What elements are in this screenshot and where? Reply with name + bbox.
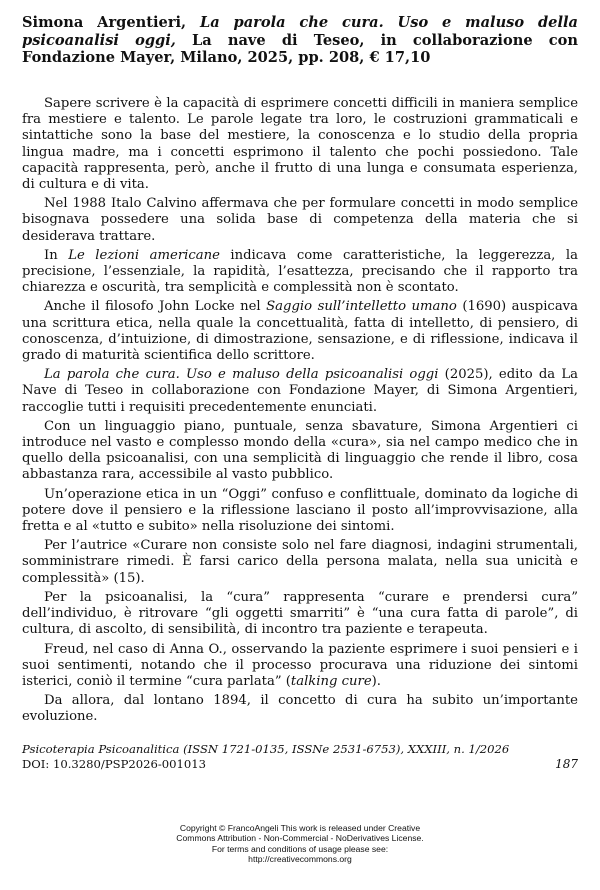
body-paragraph — [22, 590, 578, 639]
body-paragraph — [22, 693, 578, 725]
paragraph-text: Un’operazione etica in un “Oggi” confuso e conflittuale, dominato da logiche di potere dove il pensiero e la riflessione lasciano il posto all’improvvisazione, alla fretta e al «tutto e subito» nella risoluzione dei sintomi. — [22, 486, 578, 535]
paragraph-text: Freud, nel caso di Anna O., osservando la paziente esprimere i suoi pensieri e i suoi sentimenti, notando che il processo procurava una riduzione dei sintomi isterici, coniò il termine “cura parlata” ( — [22, 641, 578, 689]
paragraph-text: Per la psicoanalisi, la “cura” rappresenta “curare e prendersi cura” dell’individuo, è ritrovare “gli oggetti smarriti” è “una cura fatta di parole”, di cultura, di ascolto, di sensibilità, di incontro tra paziente e terapeuta. — [22, 589, 578, 638]
copyright-line: http://creativecommons.org — [248, 853, 352, 864]
italic-text: Le lezioni americane — [68, 247, 220, 263]
body-paragraph — [22, 419, 578, 484]
book-title: La parola che cura. Uso e maluso della psicoanalisi oggi, — [22, 14, 578, 49]
body-paragraph — [22, 367, 578, 416]
paragraph-text: Sapere scrivere è la capacità di esprimere concetti difficili in maniera semplice fra mestiere e talento. Le parole legate tra loro, le costruzioni grammaticali e sintattiche sono la base del mestiere, la conoscenza e lo studio della propria lingua madre, ma i concetti esprimono il talento che pochi possiedono. Tale capacità rappresenta, però, anche il frutto di una lunga e consumata esperienza, di cultura e di vita. — [22, 96, 578, 193]
paragraph-text: (1690) auspicava una scrittura etica, nella quale la concettualità, fatta di intelletto, di pensiero, di conoscenza, d’intuizione, di dimostrazione, sensazione, e di riflessione, indicava il grado di maturità scientifica dello scrittore. — [22, 299, 578, 364]
paragraph-text: Nel 1988 Italo Calvino affermava che per formulare concetti in modo semplice bisognava possedere una solida base di competenza della materia che si desiderava trattare. — [22, 196, 578, 244]
paragraph-text: ). — [371, 673, 381, 689]
paragraph-text: (2025), edito da La Nave di Teseo in collaborazione con Fondazione Mayer, di Simona Argentieri, raccoglie tutti i requisiti precedentemente enunciati. — [22, 367, 578, 415]
review-author: Simona Argentieri, — [22, 14, 187, 31]
body-paragraph — [22, 248, 578, 297]
body-paragraph — [22, 538, 578, 587]
doi: DOI: 10.3280/PSP2026-001013 — [22, 757, 207, 771]
copyright-line: Commons Attribution - Non-Commercial - NoDerivatives License. — [176, 833, 424, 844]
copyright-line: Copyright © FrancoAngeli This work is released under Creative — [179, 823, 421, 833]
body-paragraph — [22, 487, 578, 536]
body-paragraph — [22, 196, 578, 245]
body-paragraph — [22, 299, 578, 364]
italic-text: Saggio sull’intelletto umano — [266, 299, 457, 315]
publication-details: La nave di Teseo, in collaborazione con Fondazione Mayer, Milano, 2025, pp. 208, € 17,10 — [22, 31, 578, 66]
body-paragraph — [22, 96, 578, 193]
paragraph-text: Anche il filosofo John Locke nel — [44, 299, 267, 315]
review-body — [22, 96, 578, 729]
copyright-line: For terms and conditions of usage please see: — [211, 843, 389, 854]
journal-citation: Psicoterapia Psicoanalitica (ISSN 1721-0135, ISSNe 2531-6753), XXXIII, n. 1/2026 — [22, 742, 510, 756]
italic-text: talking cure — [290, 673, 372, 689]
paragraph-text: Per l’autrice «Curare non consiste solo nel fare diagnosi, indagini strumentali, somministrare rimedi. È farsi carico della persona malata, nella sua unicità e complessità» (15). — [22, 538, 578, 586]
paragraph-text: Da allora, dal lontano 1894, il concetto di cura ha subito un’importante evoluzione. — [22, 693, 578, 725]
paragraph-text: Con un linguaggio piano, puntuale, senza sbavature, Simona Argentieri ci introduce nel vasto e complesso mondo della «cura», sia nel campo medico che in quello della psicoanalisi, con una semplicità di linguaggio che rende il libro, cosa abbastanza rara, accessibile al vasto pubblico. — [22, 418, 578, 483]
paragraph-text: indicava come caratteristiche, la leggerezza, la precisione, l’essenziale, la rapidità, l’esattezza, precisando che il rapporto tra chiarezza e oscurità, tra semplicità e complessità non è scontato. — [22, 247, 578, 296]
italic-text: La parola che cura. Uso e maluso della psicoanalisi oggi — [44, 367, 439, 383]
book-review-heading — [22, 14, 578, 67]
copyright-notice — [100, 823, 500, 864]
page-number: 187 — [555, 757, 578, 771]
body-paragraph — [22, 642, 578, 691]
paragraph-text: In — [44, 247, 69, 263]
